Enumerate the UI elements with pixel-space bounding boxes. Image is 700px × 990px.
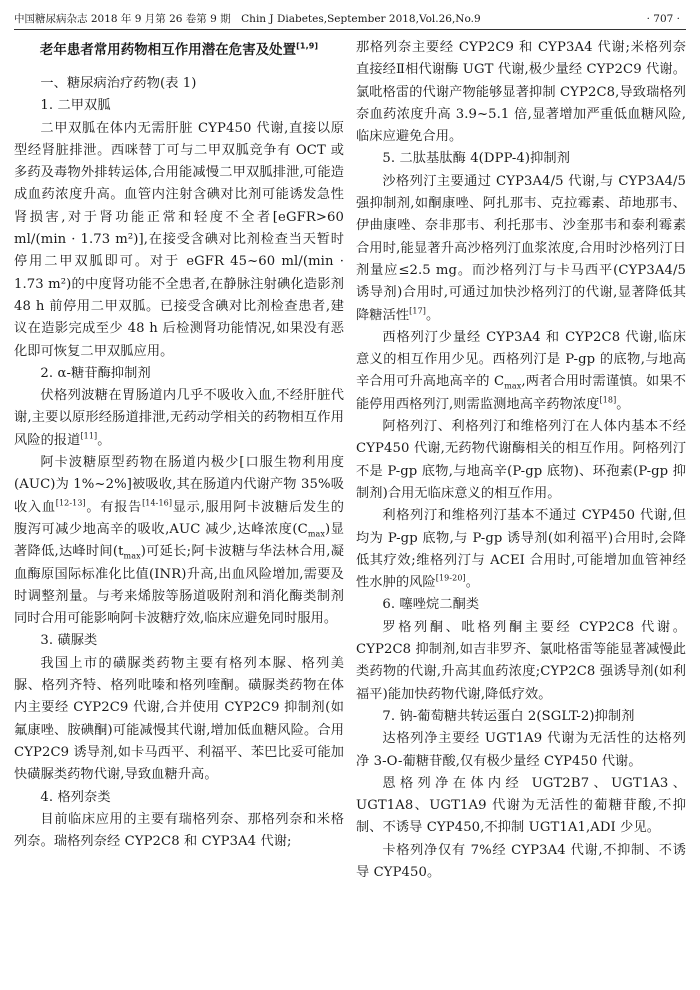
subheading-sglt2: 7. 钠-葡萄糖共转运蛋白 2(SGLT-2)抑制剂 [382, 708, 635, 724]
paragraph-dapagliflozin: 达格列净主要经 UGT1A9 代谢为无活性的达格列净 3-O-葡糖苷酸,仅有极少量经 CYP450 代谢。 [356, 731, 686, 769]
header-rule [14, 29, 686, 30]
paragraph-saxagliptin: 沙格列汀主要通过 CYP3A4/5 代谢,与 CYP3A4/5 强抑制剂,如酮康唑、阿扎那韦、克拉霉素、茚地那韦、伊曲康唑、奈非那韦、利托那韦、沙奎那韦和泰利霉素合用时,能显著升高沙格列汀血浆浓度,合用时沙格列汀日剂量应≤2.5 mg。而沙格列汀与卡马西平(CYP3A4/5 诱导剂)合用时,可通过加快沙格列汀的代谢,显著降低其降糖活性[17]。 [356, 173, 686, 323]
paragraph-sulfonylureas: 我国上市的磺脲类药物主要有格列本脲、格列美脲、格列齐特、格列吡嗪和格列喹酮。磺脲类药物在体内主要经 CYP2C9 代谢,合并使用 CYP2C9 抑制剂(如氟康唑、胺碘酮)可能减慢其代谢,增加低血糖风险。合用 CYP2C9 诱导剂,如卡马西平、利福平、苯巴比妥可能加快磺脲类药物代谢,导致血糖升高。 [14, 655, 344, 783]
paragraph-voglibose: 伏格列波糖在胃肠道内几乎不吸收入血,不经肝脏代谢,主要以原形经肠道排泄,无药动学相关的药物相互作用风险的报道[11]。 [14, 388, 344, 448]
citation: [12-13] [55, 498, 86, 508]
citation: [14-16] [142, 498, 173, 508]
paragraph-alogliptin: 阿格列汀、利格列汀和维格列汀在人体内基本不经 CYP450 代谢,无药物代谢酶相关的相互作用。阿格列汀不是 P-gp 底物,与地高辛(P-gp 底物)、环孢素(P-gp 抑制剂)合用无临床意义的相互作用。 [356, 419, 686, 501]
paragraph-metformin: 二甲双胍在体内无需肝脏 CYP450 代谢,直接以原型经肾脏排泄。西咪替丁可与二甲双胍竞争有 OCT 或多药及毒物外排转运体,合用能减慢二甲双胍排泄,可能造成血药浓度升高。血管内注射含碘对比剂可能诱发急性肾损害,对于肾功能正常和轻度不全者[eGFR>60 ml/(min · 1.73 m²)],在接受含碘对比剂检查当天暂时停用二甲双胍即可。对于 eGFR 45~60 ml/(min · 1.73 m²)的中度肾功能不全患者,在静脉注射碘化造影剂 48 h 前停用二甲双胍。已接受含碘对比剂检查患者,建议在造影完成至少 48 h 后检测肾功能情况,如果没有恶化即可恢复二甲双胍应用。 [14, 120, 344, 359]
paragraph-glinides-cont: 那格列奈主要经 CYP2C9 和 CYP3A4 代谢;米格列奈直接经Ⅱ相代谢酶 UGT 代谢,极少量经 CYP2C9 代谢。氯吡格雷的代谢产物能够显著抑制 CYP2C8,导致瑞格列奈血药浓度升高 3.9~5.1 倍,显著增加严重低血糖风险,临床应避免合用。 [356, 40, 686, 145]
paragraph-linagliptin: 利格列汀和维格列汀基本不通过 CYP450 代谢,但均为 P-gp 底物,与 P-gp 诱导剂(如利福平)合用时,会降低其疗效;维格列汀与 ACEI 合用时,可能增加血管神经性水肿的风险[19-20]。 [356, 508, 686, 591]
citation: [17] [409, 306, 426, 316]
right-column [356, 37, 686, 884]
section-heading: 一、糖尿病治疗药物(表 1) [40, 76, 197, 91]
subheading-alpha-glucosidase: 2. α-糖苷酶抑制剂 [40, 365, 151, 381]
citation: [18] [599, 395, 617, 405]
citation: [11] [80, 431, 98, 441]
article-title: 老年患者常用药物相互作用潜在危害及处置[1,9] [39, 41, 319, 58]
paragraph-empagliflozin: 恩格列净在体内经 UGT2B7、UGT1A3、UGT1A8、UGT1A9 代谢为无活性的葡糖苷酸,不抑制、不诱导 CYP450,不抑制 UGT1A1,ADI 少见。 [356, 775, 686, 836]
journal-citation: 中国糖尿病杂志 2018 年 9 月第 26 卷第 9 期 Chin J Diabetes,September 2018,Vol.26,No.9 [14, 13, 481, 25]
left-column [14, 37, 344, 853]
subheading-metformin: 1. 二甲双胍 [40, 98, 111, 114]
title-reference: [1,9] [296, 41, 319, 51]
paragraph-tzd: 罗格列酮、吡格列酮主要经 CYP2C8 代谢。CYP2C8 抑制剂,如吉非罗齐、氯吡格雷等能显著减慢此类药物的代谢,升高其血药浓度;CYP2C8 强诱导剂(如利福平)能加快药物代谢,降低疗效。 [356, 619, 686, 702]
running-header [14, 10, 686, 28]
page-number: · 707 · [646, 13, 680, 25]
subheading-glinides: 4. 格列奈类 [40, 789, 111, 805]
paragraph-sitagliptin: 西格列汀少量经 CYP3A4 和 CYP2C8 代谢,临床意义的相互作用少见。西格列汀是 P-gp 的底物,与地高辛合用可升高地高辛的 $C_{max}$,两者合用时需谨慎。如果不能停用西格列汀,则需监测地高辛药物浓度[18]。 [356, 329, 686, 412]
subheading-sulfonylureas: 3. 磺脲类 [40, 633, 98, 649]
citation: [19-20] [435, 573, 466, 583]
paragraph-canagliflozin: 卡格列净仅有 7%经 CYP3A4 代谢,不抑制、不诱导 CYP450。 [356, 842, 686, 880]
subheading-tzd: 6. 噻唑烷二酮类 [382, 597, 480, 613]
paragraph-acarbose: 阿卡波糖原型药物在肠道内极少[口服生物利用度(AUC)为 1%~2%]被吸收,其在肠道内代谢产物 35%吸收入血[12-13]。有报告[14-16]显示,服用阿卡波糖后发生的腹泻可减少地高辛的吸收,AUC 减少,达峰浓度$(C_{max})$显著降低,达峰时间$(t_{max})$可延长;阿卡波糖与华法林合用,凝血酶原国际标准化比值(INR)升高,出血风险增加,需要及时调整剂量。与考来烯胺等肠道吸附剂和消化酶类制剂同时合用可能影响阿卡波糖疗效,临床应避免同时服用。 [14, 455, 344, 627]
subheading-dpp4: 5. 二肽基肽酶 4(DPP-4)抑制剂 [382, 151, 570, 167]
paragraph-glinides: 目前临床应用的主要有瑞格列奈、那格列奈和米格列奈。瑞格列奈经 CYP2C8 和 CYP3A4 代谢; [14, 811, 344, 850]
